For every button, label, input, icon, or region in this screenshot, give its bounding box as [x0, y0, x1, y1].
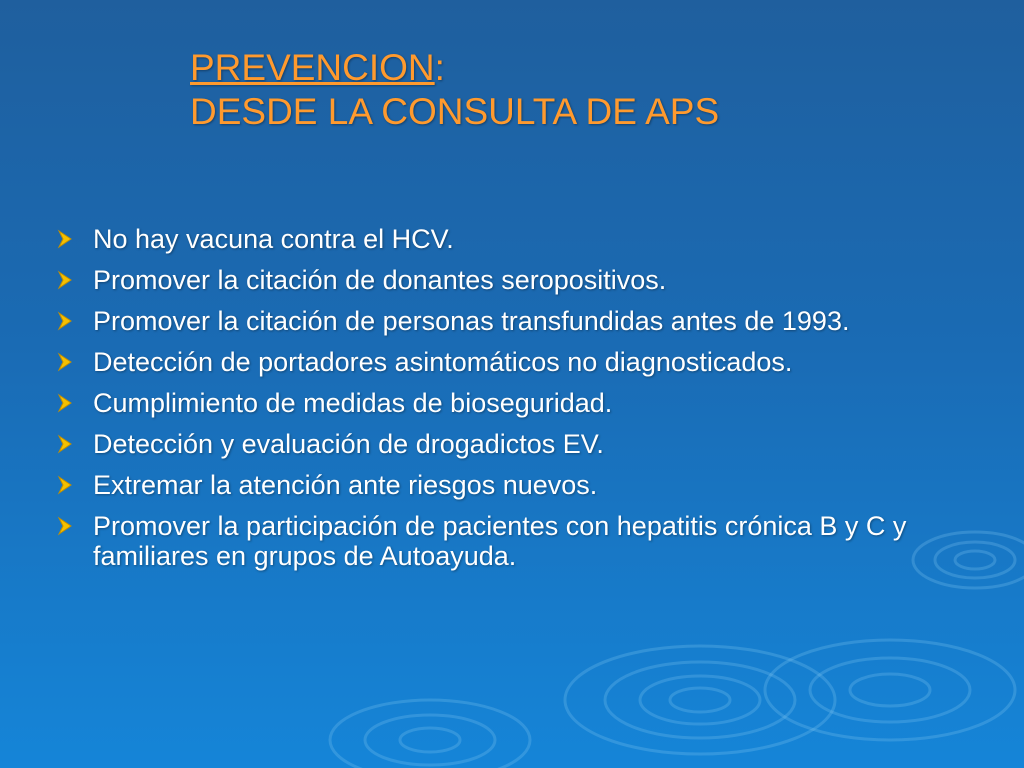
- bullet-list: [55, 224, 975, 582]
- bullet-item: [55, 306, 975, 336]
- bullet-item: [55, 388, 975, 418]
- title-subtitle: DESDE LA CONSULTA DE APS: [190, 91, 720, 132]
- bullet-item: [55, 265, 975, 295]
- arrow-bullet-icon: [55, 351, 77, 373]
- title-colon: :: [434, 47, 445, 88]
- arrow-bullet-icon: [55, 269, 77, 291]
- title-line-1: [190, 46, 719, 90]
- title-main: PREVENCION: [190, 47, 435, 88]
- bullet-text: Extremar la atención ante riesgos nuevos.: [93, 470, 598, 500]
- bullet-item: [55, 347, 975, 377]
- arrow-bullet-icon: [55, 228, 77, 250]
- bullet-item: [55, 511, 975, 571]
- bullet-item: [55, 224, 975, 254]
- slide-title: [190, 46, 719, 134]
- arrow-bullet-icon: [55, 515, 77, 537]
- arrow-bullet-icon: [55, 433, 77, 455]
- bullet-text: Detección y evaluación de drogadictos EV.: [93, 429, 604, 459]
- bullet-text: No hay vacuna contra el HCV.: [93, 224, 454, 254]
- bullet-item: [55, 429, 975, 459]
- bullet-text: Promover la citación de donantes seropositivos.: [93, 265, 667, 295]
- arrow-bullet-icon: [55, 392, 77, 414]
- arrow-bullet-icon: [55, 310, 77, 332]
- arrow-bullet-icon: [55, 474, 77, 496]
- bullet-item: [55, 470, 975, 500]
- bullet-text: Detección de portadores asintomáticos no diagnosticados.: [93, 347, 793, 377]
- bullet-text: Promover la citación de personas transfundidas antes de 1993.: [93, 306, 850, 336]
- bullet-text: Cumplimiento de medidas de bioseguridad.: [93, 388, 613, 418]
- bullet-text: Promover la participación de pacientes con hepatitis crónica B y C y familiares en grupos de Autoayuda.: [93, 511, 907, 571]
